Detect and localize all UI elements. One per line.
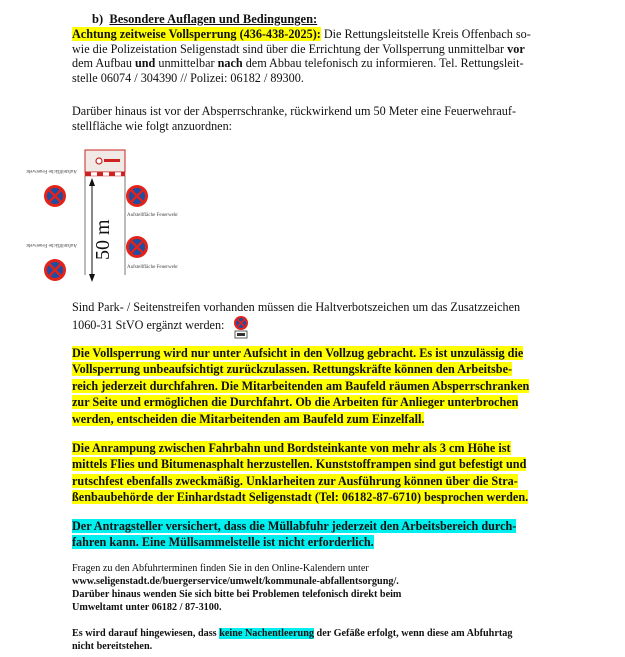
notice-line: mittels Flies und Bitumenasphalt herzustellen. Kunststofframpen sind gut befestigt und	[72, 457, 527, 472]
notice-line: zur Seite und ermöglichen die Durchfahrt. Ob die Arbeiten für Anlieger unterbrochen	[72, 395, 519, 410]
ramp-notice	[72, 440, 592, 506]
no-stopping-sign-left-bottom	[44, 259, 66, 281]
no-reemptying-highlight: keine Nachentleerung	[219, 628, 314, 639]
no-stopping-sign-right-bottom	[126, 236, 148, 258]
supervision-notice	[72, 345, 592, 427]
no-stopping-sign-right-top	[126, 185, 148, 207]
distance-label: 50 m	[92, 219, 114, 260]
notice-line: fahren kann. Eine Müllsammelstelle ist nicht erforderlich.	[72, 535, 374, 550]
barrier-strip	[85, 172, 125, 176]
additional-sign-icon	[227, 315, 255, 339]
notice-line: rutschfest ebenfalls zweckmäßig. Unklarheiten zur Ausführung können über die Stra-	[72, 473, 518, 488]
no-stopping-sign-left-top	[44, 185, 66, 207]
right-label-bottom: Aufstellfläche Feuerwehr	[127, 265, 178, 270]
fire-brigade-area-paragraph: Darüber hinaus ist vor der Absperrschranke, rückwirkend um 50 Meter eine Feuerwehrauf- stellfläche wie folgt anzuordnen:	[72, 104, 517, 133]
section-heading	[92, 12, 317, 27]
waste-collection-notice	[72, 518, 592, 551]
notice-line: Der Antragsteller versichert, dass die Müllabfuhr jederzeit den Arbeitsbereich durch-	[72, 519, 517, 533]
closure-warning-highlight: Achtung zeitweise Vollsperrung (436-438-2025):	[72, 27, 321, 41]
emptying-notice: Es wird darauf hingewiesen, dass keine Nachentleerung der Gefäße erfolgt, wenn diese am Abfuhrtag nicht bereitstehen.	[72, 628, 513, 652]
parking-note: Sind Park- / Seitenstreifen vorhanden müssen die Haltverbotszeichen um das Zusatzzeichen 1060-31 StVO ergänzt werden:	[72, 300, 592, 339]
notice-line: Vollsperrung unbeaufsichtigt zurückzulassen. Rettungskräfte können den Arbeitsbe-	[72, 362, 513, 377]
right-label-top: Aufstellfläche Feuerwehr	[127, 213, 178, 218]
section-title: Besondere Auflagen und Bedingungen:	[109, 12, 318, 26]
notice-line: werden, entscheiden die Mitarbeitenden am Baufeld zum Einzelfall.	[72, 411, 425, 426]
notice-line: Die Anrampung zwischen Fahrbahn und Bordsteinkante von mehr als 3 cm Höhe ist	[72, 441, 511, 455]
waste-calendar-link[interactable]: www.seligenstadt.de/buergerservice/umwelt/kommunale-abfallentsorgung/.	[72, 576, 399, 587]
notice-paragraph: Achtung zeitweise Vollsperrung (436-438-2025): Die Rettungsleitstelle Kreis Offenbach so- wie die Polizeistation Seligenstadt sind über die Errichtung der Vollsperrung unmittelbar vor dem Aufbau und unmittelbar nach dem Abbau telefonisch zu informieren. Tel. Rettungsleit- stelle 06074 / 304390 // Polizei: 06182 / 89300.	[72, 27, 531, 85]
notice-line: ßenbaubehörde der Einhardstadt Seligenstadt (Tel: 06182-87-6710) besprochen werden.	[72, 490, 529, 505]
collection-dates-info: Fragen zu den Abfuhrterminen finden Sie in den Online-Kalendern unter www.seligenstadt.de/buergerservice/umwelt/kommunale-abfallentsorgung/. Darüber hinaus wenden Sie sich bitte bei Problemen telefonisch direkt beim Umweltamt unter 06182 / 87-3100.	[72, 562, 592, 614]
left-label-bottom: Aufstellfläche Feuerwehr	[26, 242, 77, 247]
fire-brigade-area-diagram	[26, 150, 178, 292]
section-letter: b)	[92, 12, 104, 26]
left-label-top: Aufstellfläche Feuerwehr	[26, 168, 77, 173]
notice-line: Die Vollsperrung wird nur unter Aufsicht in den Vollzug gebracht. Es ist unzulässig die	[72, 346, 524, 360]
notice-line: reich jederzeit durchfahren. Die Mitarbeitenden am Baufeld räumen Absperrschranken	[72, 378, 530, 393]
